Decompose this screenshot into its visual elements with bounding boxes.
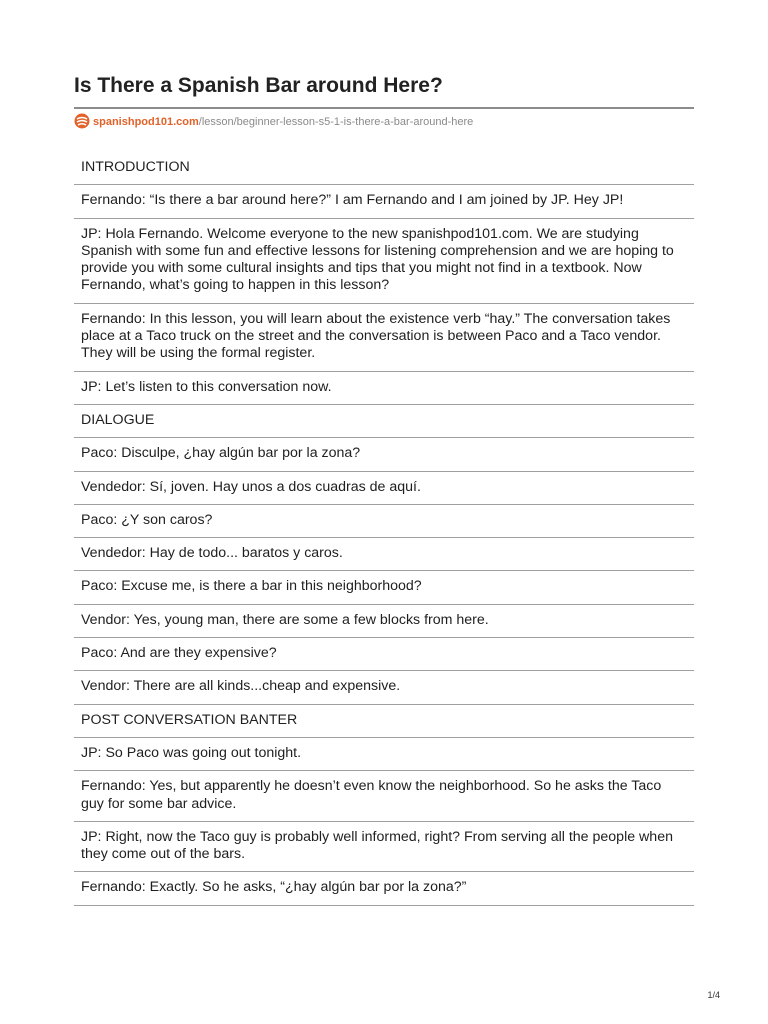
- title-divider: [74, 107, 694, 109]
- transcript-row: Paco: Disculpe, ¿hay algún bar por la zona?: [74, 438, 694, 471]
- transcript-row: JP: Let’s listen to this conversation now.: [74, 372, 694, 405]
- source-link[interactable]: [74, 114, 473, 130]
- transcript-row: Vendor: Yes, young man, there are some a few blocks from here.: [74, 605, 694, 638]
- page-number: 1/4: [707, 990, 720, 1000]
- transcript-row: JP: Right, now the Taco guy is probably well informed, right? From serving all the people when they come out of the bars.: [74, 822, 694, 873]
- transcript-row: Fernando: Exactly. So he asks, “¿hay algún bar por la zona?”: [74, 872, 694, 905]
- transcript-row: Paco: And are they expensive?: [74, 638, 694, 671]
- transcript-row: JP: So Paco was going out tonight.: [74, 738, 694, 771]
- transcript-row: Vendedor: Sí, joven. Hay unos a dos cuadras de aquí.: [74, 472, 694, 505]
- transcript-row: Vendedor: Hay de todo... baratos y caros.: [74, 538, 694, 571]
- page-title: Is There a Spanish Bar around Here?: [74, 74, 443, 97]
- transcript-row: JP: Hola Fernando. Welcome everyone to the new spanishpod101.com. We are studying Spanish with some fun and effective lessons for listening comprehension and we are hoping to provide you with some cultural insights and tips that you might not find in a textbook. Now Fernando, what’s going to happen in this lesson?: [74, 219, 694, 304]
- transcript-row: POST CONVERSATION BANTER: [74, 705, 694, 738]
- transcript-row: Fernando: “Is there a bar around here?” I am Fernando and I am joined by JP. Hey JP!: [74, 185, 694, 218]
- transcript-row: Fernando: Yes, but apparently he doesn’t even know the neighborhood. So he asks the Taco guy for some bar advice.: [74, 771, 694, 822]
- transcript-row: DIALOGUE: [74, 405, 694, 438]
- source-path: /lesson/beginner-lesson-s5-1-is-there-a-bar-around-here: [198, 116, 474, 128]
- transcript-table: [74, 152, 694, 906]
- transcript-row: Paco: ¿Y son caros?: [74, 505, 694, 538]
- transcript-row: Vendor: There are all kinds...cheap and expensive.: [74, 671, 694, 704]
- source-domain: spanishpod101.com: [93, 116, 199, 128]
- transcript-row: Paco: Excuse me, is there a bar in this neighborhood?: [74, 571, 694, 604]
- transcript-row: INTRODUCTION: [74, 152, 694, 185]
- spanishpod101-logo-icon: [74, 113, 90, 129]
- transcript-row: Fernando: In this lesson, you will learn about the existence verb “hay.” The conversation takes place at a Taco truck on the street and the conversation is between Paco and a Taco vendor. They will be using the formal register.: [74, 304, 694, 372]
